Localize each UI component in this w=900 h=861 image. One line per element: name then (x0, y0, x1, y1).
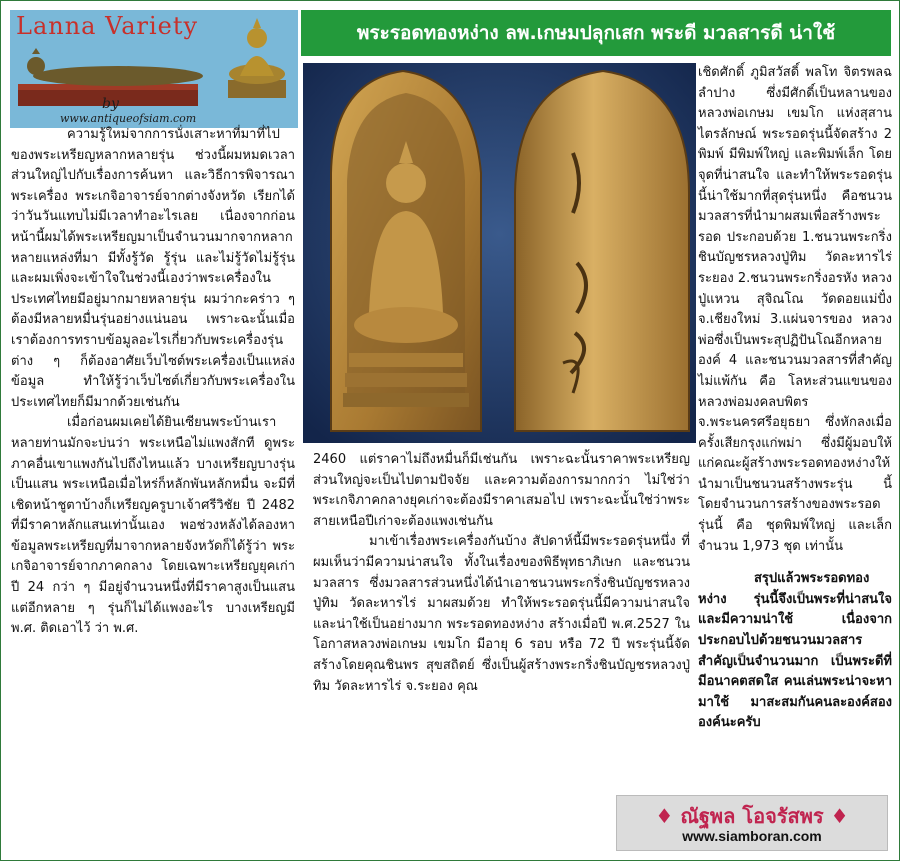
author-box (616, 795, 888, 851)
paragraph-2: เมื่อก่อนผมเคยได้ยินเซียนพระบ้านเราหลายท่านมักจะบ่นว่า พระเหนือไม่แพงสักที ดูพระภาคอื่นเขาแพงกันไปถึงไหนแล้ว บางเหรียญบางรุ่นเป็นแสน พระเหนือเมื่อไหร่ก็หลักพันหลักหมื่น จะมีที่เชิดหน้าชูตาบ้างก็เหรียญครูบาเจ้าศรีวิชัย ปี 2482 ที่มีราคาหลักแสนเท่านั้นเอง พอช่วงหลังได้ลองหาข้อมูลพระเหรียญที่มาจากหลายจังหวัดก็ได้รู้ว่า พระเกจิอาจารย์จากภาคกลาง โดยเฉพาะเหรียญยุคเก่า ปี 24 กว่า ๆ มีอยู่จำนวนหนึ่งที่มีราคาสูงเป็นแสน แต่อีกหลาย ๆ รุ่นก็ไม่ได้แพงอะไร บางเหรียญมี พ.ศ. ติดเอาไว้ ว่า พ.ศ. (11, 415, 295, 637)
logo-title: Lanna Variety (16, 12, 199, 40)
diamond-icon: ♦ (830, 804, 849, 828)
paragraph-4: มาเข้าเรื่องพระเครื่องกันบ้าง สัปดาห์นี้มีพระรอดรุ่นหนึ่ง ที่ผมเห็นว่ามีความน่าสนใจ ทั้งในเรื่องของพิธีพุทธาภิเษก และชนวนมวลสาร ซึ่งมวลสารส่วนหนึ่งได้นำเอาชนวนพระกริ่งชินบัญชรหลวงปู่ทิม วัดละหารไร่ มาผสมด้วย ทำให้พระรอดรุ่นนี้มีความน่าสนใจ และน่าใช้เป็นอย่างมาก พระรอดทองหง่าง สร้างเมื่อปี พ.ศ.2527 ในโอกาสหลวงพ่อเกษม เขมโก มีอายุ 6 รอบ หรือ 72 ปี พระรุ่นนี้จัดสร้างโดยคุณชินพร สุขสถิตย์ ซึ่งเป็นผู้สร้างพระกริ่งชินบัญชรหลวงปู่ทิม วัดละหารไร่ จ.ระยอง คุณ (313, 534, 690, 694)
article-column-3 (698, 63, 892, 734)
amulet-illustration (303, 63, 696, 443)
article-column-2 (313, 450, 690, 697)
author-name-text: ณัฐพล โอจรัสพร (680, 804, 824, 828)
paragraph-3: 2460 แต่ราคาไม่ถึงหมื่นก็มีเช่นกัน เพราะฉะนั้นราคาพระเหรียญส่วนใหญ่จะเป็นไปตามปัจจัย และความต้องการมากกว่า ไม่ใช่ว่าพระเกจิภาคกลางยุคเก่าจะต้องมีราคาเสมอไป เพราะฉะนั้นใช่ว่าพระสายเหนือปีเก่าจะต้องแพงเช่นกัน (313, 452, 690, 529)
diamond-icon: ♦ (655, 804, 674, 828)
headline-banner: พระรอดทองหง่าง ลพ.เกษมปลุกเสก พระดี มวลสารดี น่าใช้ (301, 10, 891, 56)
paragraph-5: เชิดศักดิ์ ภูมิสวัสดิ์ พลโท จิตรพลฉ ลำปาง ซึ่งมีศักดิ์เป็นหลานของหลวงพ่อเกษม เขมโก แห่งสุสานไตรลักษณ์ พระรอดรุ่นนี้จัดสร้าง 2 พิมพ์ มีพิมพ์ใหญ่ และพิมพ์เล็ก โดยจุดที่น่าสนใจ และทำให้พระรอดรุ่นนี้น่าใช้มากที่สุดรุ่นหนึ่ง คือชนวนมวลสารที่นำมาผสมเพื่อสร้างพระรอด ประกอบด้วย 1.ชนวนพระกริ่งชินบัญชรหลวงปู่ทิม วัดละหารไร่ ระยอง 2.ชนวนพระกริ่งอรหัง หลวงปู่แหวน สุจิณโณ วัดดอยแม่ปั๋ง จ.เชียงใหม่ 3.แผ่นจารของ หลวงพ่อซึ่งเป็นพระสุปฏิปันโณอีกหลายองค์ 4 และชนวนมวลสารที่สำคัญไม่แพ้กัน คือ โลหะส่วนแขนของหลวงพ่อมงคลบพิตร จ.พระนครศรีอยุธยา ซึ่งหักลงเมื่อครั้งเสียกรุงแก่พม่า ซึ่งมีผู้มอบให้แก่คณะผู้สร้างพระรอดทองหง่างให้นำมาเป็นชนวนสร้างพระรุ่น นี้ โดยจำนวนการสร้างของพระรอดรุ่นนี้ คือ ชุดพิมพ์ใหญ่ และเล็ก จำนวน 1,973 ชุด เท่านั้น (698, 65, 892, 554)
paragraph-summary: สรุปแล้วพระรอดทองหง่าง รุ่นนี้จึงเป็นพระที่น่าสนใจ และมีความน่าใช้ เนื่องจากประกอบไปด้วยชนวนมวลสารสำคัญเป็นจำนวนมาก เป็นพระดีที่มีอนาคตสดใส คนเล่นพระน่าจะหามาใช้ มาสะสมกันคนละองค์สององค์นะครับ (698, 571, 892, 731)
article-column-1 (11, 125, 295, 640)
paragraph-1: ความรู้ใหม่จากการนั่งเสาะหาที่มาที่ไปของพระเหรียญหลากหลายรุ่น ช่วงนี้ผมหมดเวลาส่วนใหญ่ไปกับเรื่องการค้นหา และวิธีการพิจารณาพระเครื่อง พระเกจิอาจารย์จากต่างจังหวัด เรียกได้ว่าวันวันแทบไม่มีเวลาทำอะไรเลย เนื่องจากก่อนหน้านี้ผมได้พระเหรียญมาเป็นจำนวนมากจากหลากหลายแหล่งที่มา มีทั้งรู้วัด รู้รุ่น และไม่รู้วัดไม่รู้รุ่น และผมเพิ่งจะเข้าใจในช่วงนี้เองว่าพระเครื่องในประเทศไทยมีอยู่มากมายหลายรุ่น ผมว่ากะคร่าว ๆ ต้องมีหลายหมื่นรุ่นอย่างแน่นอน เพราะฉะนั้นเมื่อเราต้องการทราบข้อมูลอะไรเกี่ยวกับพระเครื่องรุ่นต่าง ๆ ก็ต้องอาศัยเว็บไซต์พระเครื่องเป็นแหล่งข้อมูล ทำให้รู้ว่าเว็บไซต์เกี่ยวกับพระเครื่องในประเทศไทยก็มีมากด้วยเช่นกัน (11, 127, 295, 410)
logo-by: by (102, 96, 119, 112)
lanna-variety-logo (10, 10, 298, 128)
amulet-front (331, 71, 481, 431)
author-website: www.siamboran.com (682, 828, 822, 844)
logo-website: www.antiqueofsiam.com (60, 112, 197, 125)
seated-buddha-image (222, 18, 292, 100)
amulet-photo (303, 63, 696, 443)
amulet-back (515, 71, 689, 431)
